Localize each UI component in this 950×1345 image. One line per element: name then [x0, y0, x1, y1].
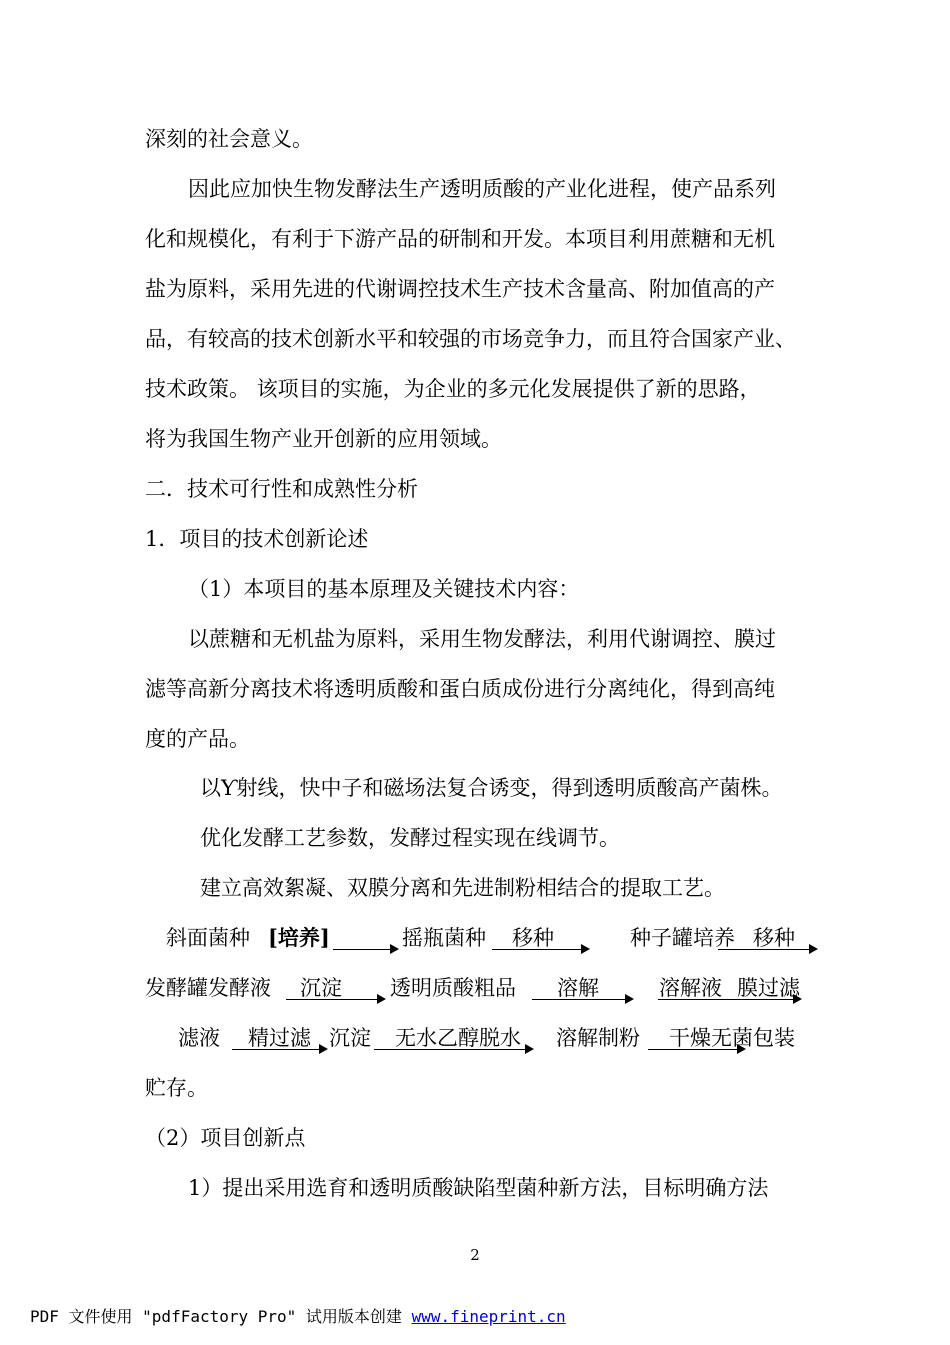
body-line-7: 将为我国生物产业开创新的应用领域。: [145, 427, 502, 451]
flow-step: 斜面菌种: [166, 926, 250, 950]
flow-step: 溶解液: [659, 976, 722, 1000]
section-heading: 二．技术可行性和成熟性分析: [145, 477, 418, 501]
pdf-footer: [30, 1305, 566, 1329]
body-line-5: 品，有较高的技术创新水平和较强的市场竞争力，而且符合国家产业、: [145, 327, 796, 351]
body-line-2: 因此应加快生物发酵法生产透明质酸的产业化进程，使产品系列: [188, 177, 776, 201]
flow-label: 干燥无菌包装: [669, 1026, 795, 1050]
flow-arrow: [648, 1049, 744, 1050]
body-line-13: 建立高效絮凝、双膜分离和先进制粉相结合的提取工艺。: [200, 876, 725, 900]
flow-step: 种子罐培养: [630, 926, 735, 950]
body-line-1: 深刻的社会意义。: [145, 127, 313, 151]
body-line-6: 技术政策。 该项目的实施，为企业的多元化发展提供了新的思路，: [145, 377, 761, 401]
flow-arrow: [333, 949, 397, 950]
flow-arrow: [658, 999, 800, 1000]
flow-label: 溶解: [557, 976, 599, 1000]
body-line-8: 以蔗糖和无机盐为原料，采用生物发酵法，利用代谢调控、膜过: [188, 627, 776, 651]
body-line-9: 滤等高新分离技术将透明质酸和蛋白质成份进行分离纯化，得到高纯: [145, 677, 775, 701]
flow-label: 移种: [512, 926, 554, 950]
body-line-15: 1）提出采用选育和透明质酸缺陷型菌种新方法，目标明确方法: [188, 1176, 769, 1200]
flow-arrow: [718, 949, 816, 950]
flow-arrow: [232, 1049, 326, 1050]
flow-label: 无水乙醇脱水: [395, 1026, 521, 1050]
flow-step: 摇瓶菌种: [402, 926, 486, 950]
flow-step: 发酵罐发酵液: [145, 976, 271, 1000]
flow-arrow: [374, 1049, 532, 1050]
flow-arrow: [492, 949, 588, 950]
flow-label: 沉淀: [300, 976, 342, 1000]
sub-heading-2: （2）项目创新点: [145, 1126, 306, 1150]
flow-label: 膜过滤: [737, 976, 800, 1000]
body-line-3: 化和规模化，有利于下游产品的研制和开发。本项目利用蔗糖和无机: [145, 227, 775, 251]
flow-step: 透明质酸粗品: [390, 976, 516, 1000]
flow-label: 精过滤: [248, 1026, 311, 1050]
body-line-14: 贮存。: [145, 1076, 208, 1100]
flow-step: 溶解制粉: [556, 1026, 640, 1050]
flow-arrow: [532, 999, 632, 1000]
flow-label: 移种: [753, 926, 795, 950]
page-number: 2: [470, 1246, 480, 1264]
footer-link[interactable]: www.fineprint.cn: [411, 1307, 566, 1326]
sub-heading-1: （1）本项目的基本原理及关键技术内容：: [188, 577, 580, 601]
subsection-heading: 1．项目的技术创新论述: [145, 527, 369, 551]
body-line-4: 盐为原料，采用先进的代谢调控技术生产技术含量高、附加值高的产: [145, 277, 775, 301]
flow-arrow: [286, 999, 384, 1000]
flow-step: 沉淀: [329, 1026, 371, 1050]
body-line-11: 以Ƴ射线，快中子和磁场法复合诱变，得到透明质酸高产菌株。: [200, 776, 783, 800]
footer-text: PDF 文件使用 "pdfFactory Pro" 试用版本创建: [30, 1307, 412, 1326]
body-line-10: 度的产品。: [145, 727, 250, 751]
body-line-12: 优化发酵工艺参数，发酵过程实现在线调节。: [200, 826, 620, 850]
flow-label: [培养]: [268, 925, 330, 950]
flow-step: 滤液: [178, 1026, 220, 1050]
